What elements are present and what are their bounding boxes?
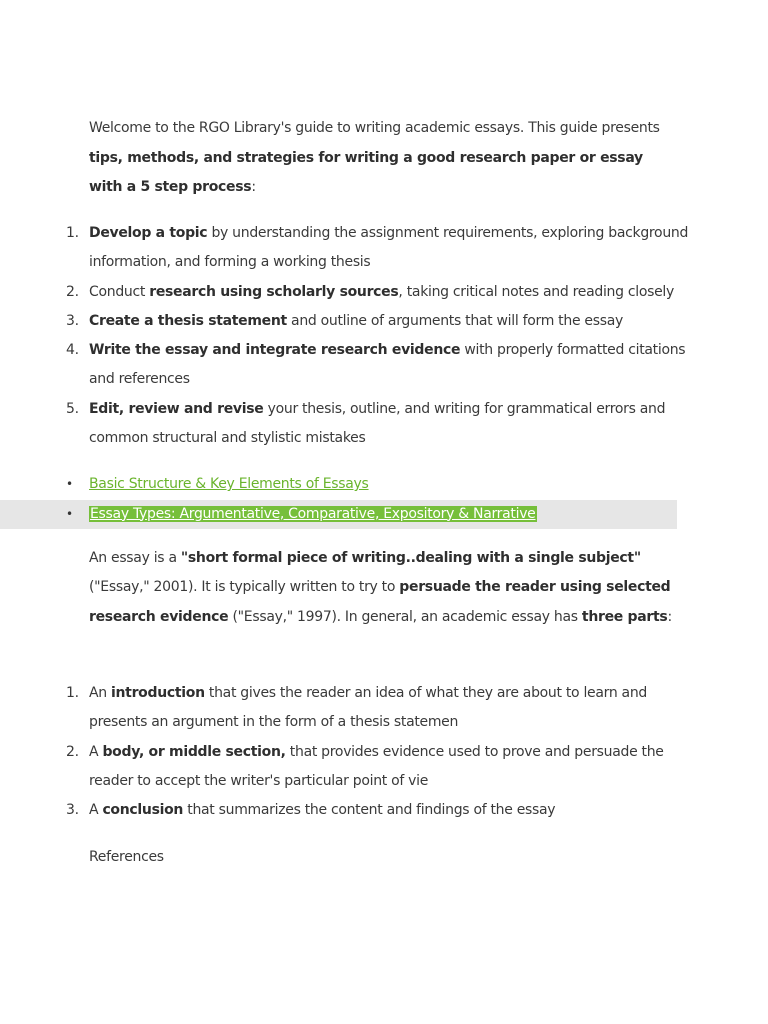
list-number: 3. xyxy=(66,802,79,819)
guide-links-list xyxy=(0,470,768,529)
step-bold: Create a thesis statement xyxy=(89,312,287,329)
part-text: A xyxy=(89,802,103,819)
step-bold: Edit, review and revise xyxy=(89,400,264,417)
step-text: by understanding the assignment requirements, exploring background information, and forming a working thesis xyxy=(89,225,689,271)
definition-text: ("Essay," 1997). In general, an academic essay has xyxy=(228,608,582,625)
definition-bold: three parts xyxy=(581,608,668,625)
step-text: and outline of arguments that will form the essay xyxy=(286,312,623,329)
list-number: 1. xyxy=(66,685,79,701)
list-number: 1. xyxy=(66,225,79,241)
list-item xyxy=(0,336,689,395)
part-bold: introduction xyxy=(111,685,205,701)
intro-colon: : xyxy=(251,179,256,195)
steps-list xyxy=(0,219,768,453)
definition-bold: persuade the reader using selected research evidence xyxy=(89,579,671,625)
list-item-highlighted xyxy=(0,500,677,530)
part-bold: body, or middle section, xyxy=(102,743,286,760)
step-bold: research using scholarly sources xyxy=(149,283,399,300)
list-item xyxy=(0,679,689,738)
essay-parts-list xyxy=(0,679,768,825)
list-item xyxy=(0,796,689,825)
part-text: that summarizes the content and findings of the essay xyxy=(183,802,556,819)
bullet-icon: • xyxy=(66,506,73,521)
link-essay-types[interactable]: Essay Types: Argumentative, Comparative, Expository & Narrative xyxy=(90,505,536,522)
list-number: 2. xyxy=(66,283,79,300)
list-number: 5. xyxy=(66,400,79,417)
step-text: your thesis, outline, and writing for grammatical errors and common structural and stylistic mistakes xyxy=(89,400,666,447)
definition-text: ("Essay," 2001). It is typically written to try to xyxy=(89,579,400,596)
step-bold: Write the essay and integrate research evidence xyxy=(89,342,461,359)
step-text: Conduct xyxy=(89,283,150,300)
intro-bold: tips, methods, and strategies for writing a good research paper or essay with a 5 step process xyxy=(89,149,643,195)
step-bold: Develop a topic xyxy=(89,225,208,241)
list-number: 2. xyxy=(66,743,79,760)
list-item xyxy=(0,278,689,307)
bullet-icon: • xyxy=(66,477,73,491)
part-text: that gives the reader an idea of what they are about to learn and presents an argument in the form of a thesis statemen xyxy=(89,685,648,731)
list-item xyxy=(0,219,689,278)
intro-paragraph xyxy=(89,114,679,203)
essay-definition-paragraph xyxy=(89,544,679,632)
list-item xyxy=(0,738,689,797)
list-item xyxy=(0,395,689,454)
list-item xyxy=(0,307,689,336)
intro-text: Welcome to the RGO Library's guide to writing academic essays. This guide presents xyxy=(89,120,660,136)
list-item xyxy=(0,470,768,500)
list-number: 4. xyxy=(66,342,79,359)
definition-bold: "short formal piece of writing..dealing with a single subject" xyxy=(180,550,641,566)
part-text: that provides evidence used to prove and persuade the reader to accept the writer's particular point of vie xyxy=(89,743,664,789)
part-text: A xyxy=(89,743,103,760)
definition-text: : xyxy=(667,608,672,625)
references-heading: References xyxy=(89,849,164,865)
part-text: An xyxy=(89,685,112,701)
link-basic-structure[interactable]: Basic Structure & Key Elements of Essays xyxy=(89,476,369,492)
step-text: , taking critical notes and reading closely xyxy=(398,283,674,300)
step-text: with properly formatted citations and references xyxy=(89,342,686,388)
list-number: 3. xyxy=(66,312,79,329)
definition-text: An essay is a xyxy=(89,550,181,566)
part-bold: conclusion xyxy=(102,802,184,819)
